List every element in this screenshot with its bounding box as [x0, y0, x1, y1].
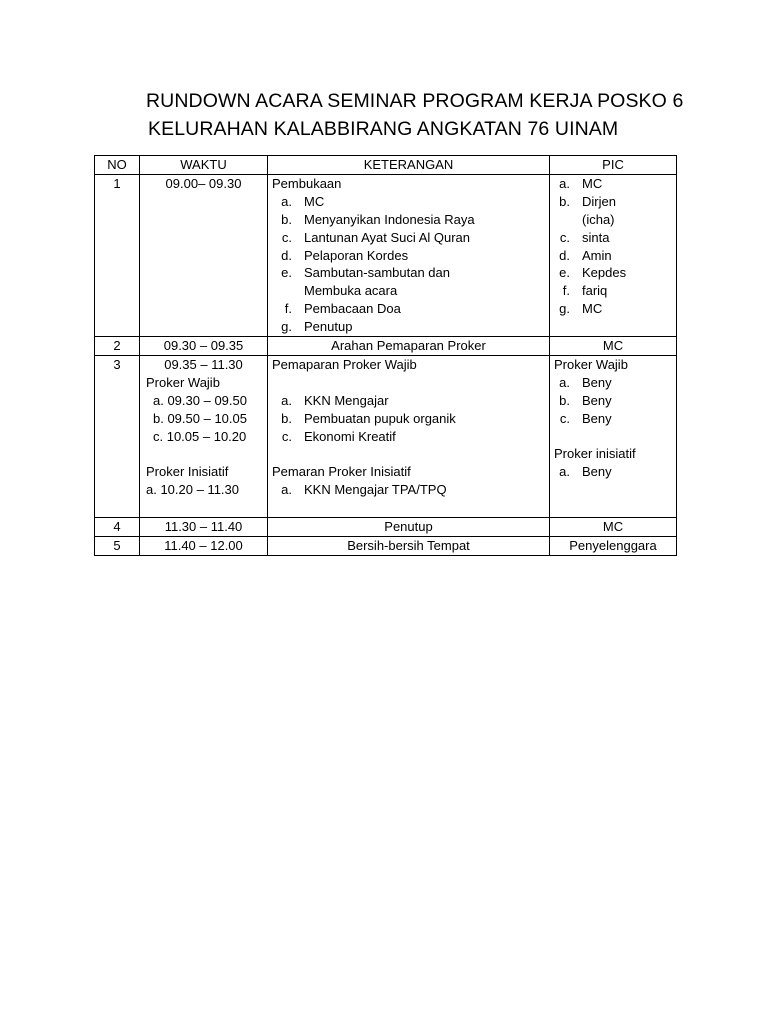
header-waktu: WAKTU [140, 156, 268, 175]
list-item: e. Sambutan-sambutan dan [281, 265, 450, 281]
title-line-2: KELURAHAN KALABBIRANG ANGKATAN 76 UINAM [148, 118, 619, 140]
list-item: g. Penutup [281, 319, 353, 335]
table-row [95, 518, 677, 537]
list-item: c. Ekonomi Kreatif [281, 428, 396, 444]
row-waktu: 09.00– 09.30 [140, 174, 268, 336]
list-item: c. Lantunan Ayat Suci Al Quran [281, 229, 470, 245]
list-item: b. Pembuatan pupuk organik [281, 410, 456, 426]
row-pic [550, 174, 677, 336]
row-waktu: 09.30 – 09.35 [140, 337, 268, 356]
list-item: b. Menyanyikan Indonesia Raya [281, 211, 475, 227]
list-item: a. Beny [559, 464, 612, 480]
list-item: a. KKN Mengajar TPA/TPQ [281, 482, 447, 498]
row-keterangan [268, 174, 550, 336]
list-item: c. sinta [559, 229, 610, 245]
title-line-1: RUNDOWN ACARA SEMINAR PROGRAM KERJA POSKO 6 [146, 90, 684, 112]
row-pic: MC [550, 337, 677, 356]
list-item: a. KKN Mengajar [281, 392, 389, 408]
row-keterangan: Arahan Pemaparan Proker [268, 337, 550, 356]
row-keterangan: Pemaparan Proker Wajib a. KKN Mengajar b. Pembuatan pupuk organik c. Ekonomi Kreatif Pemaran Proker Inisiatif a. KKN Mengajar TPA/TPQ [268, 355, 550, 517]
table-row [95, 355, 677, 517]
list-item: a. MC [281, 193, 325, 209]
table-header-row [95, 156, 677, 175]
list-item: b. Dirjen [559, 193, 616, 209]
list-item: b. Beny [559, 392, 612, 408]
list-item: f. Pembacaan Doa [284, 301, 401, 317]
row-no: 5 [95, 536, 140, 555]
list-item: g. MC [559, 301, 603, 317]
list-item: d. Amin [559, 247, 612, 263]
row-pic: Penyelenggara [550, 536, 677, 555]
table-row [95, 536, 677, 555]
rundown-table [94, 155, 677, 556]
list-item-continuation: Membuka acara [304, 283, 398, 299]
table-row [95, 337, 677, 356]
row-no: 2 [95, 337, 140, 356]
row-no: 3 [95, 355, 140, 517]
row-keterangan: Penutup [268, 518, 550, 537]
row-no: 4 [95, 518, 140, 537]
row-waktu: 11.40 – 12.00 [140, 536, 268, 555]
list-item: d. Pelaporan Kordes [281, 247, 409, 263]
row-waktu: 11.30 – 11.40 [140, 518, 268, 537]
list-item: f. fariq [562, 283, 608, 299]
list-item-continuation: (icha) [582, 211, 615, 227]
list-item: a. Beny [559, 374, 612, 390]
list-item: a. MC [559, 175, 603, 191]
row-pic: Proker Wajib a. Beny b. Beny c. Beny Proker inisiatif a. Beny [550, 355, 677, 517]
ket-title: Pembukaan [272, 175, 342, 191]
table-row [95, 174, 677, 336]
row-keterangan: Bersih-bersih Tempat [268, 536, 550, 555]
list-item: e. Kepdes [559, 265, 627, 281]
row-no: 1 [95, 174, 140, 336]
row-waktu: 09.35 – 11.30 Proker Wajib a. 09.30 – 09.50 b. 09.50 – 10.05 c. 10.05 – 10.20 Proker Inisiatif a. 10.20 – 11.30 [140, 355, 268, 517]
header-no: NO [95, 156, 140, 175]
header-pic: PIC [550, 156, 677, 175]
header-keterangan: KETERANGAN [268, 156, 550, 175]
list-item: c. Beny [559, 410, 612, 426]
row-pic: MC [550, 518, 677, 537]
